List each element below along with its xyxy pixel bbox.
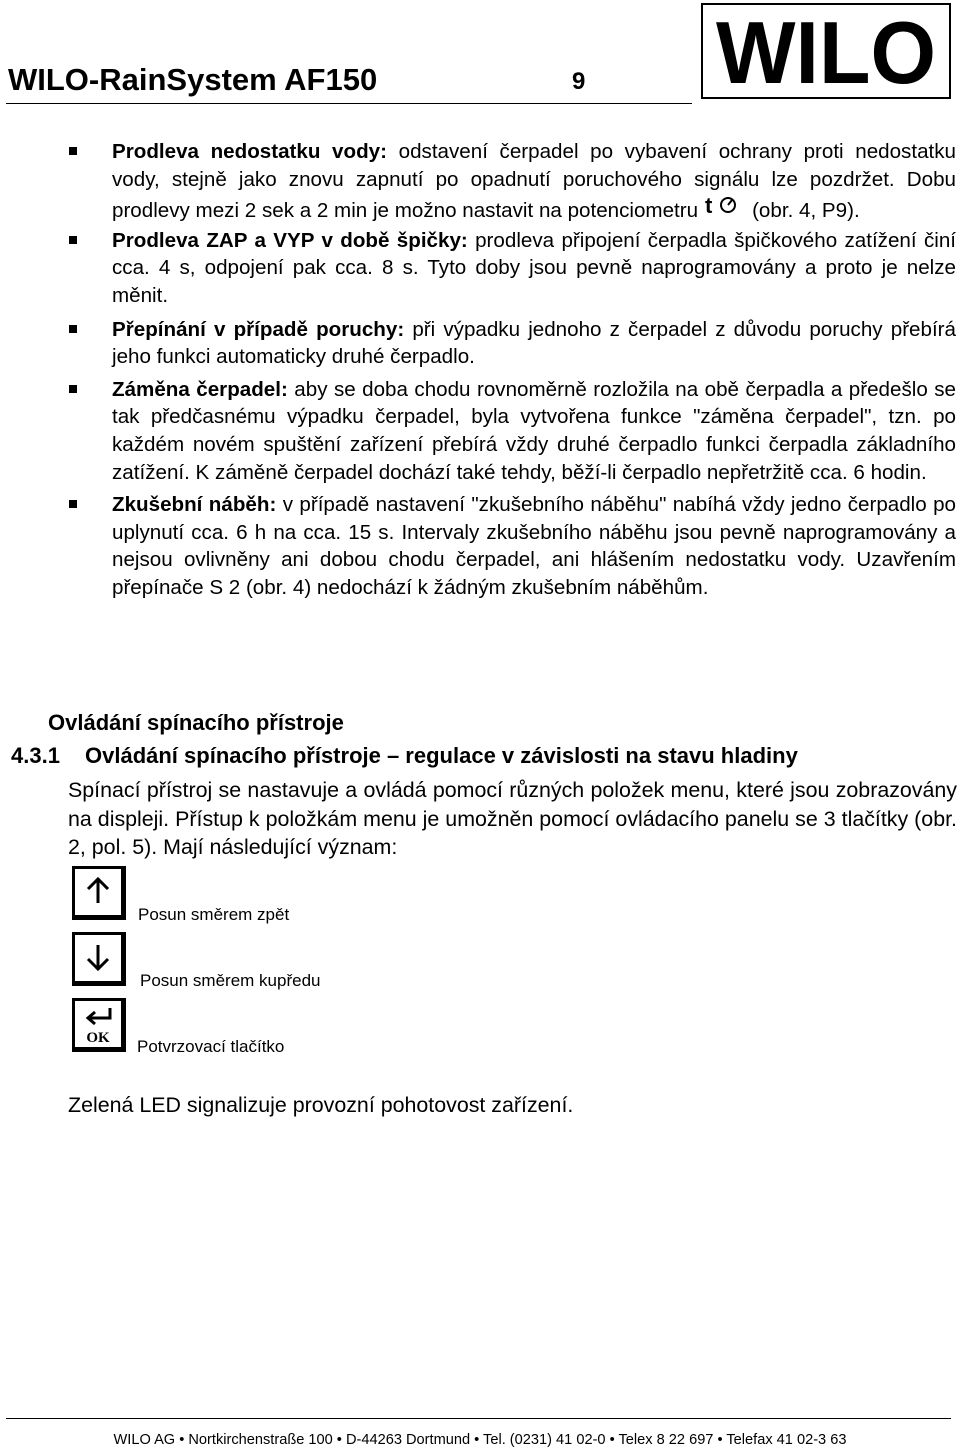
list-item	[66, 491, 956, 601]
key-label-confirm: Potvrzovací tlačítko	[137, 1037, 285, 1056]
list-item-text: v případě nastavení "zkušebního náběhu" nabíhá vždy jedno čerpadlo po uplynutí cca. 6 h na cca. 15 s. Intervaly zkušebního náběhu jsou pevně naprogramovány a nejsou ovlivněny ani dobou chodu čerpadel, ani hlášením nedostatku vody. Uzavřením přepínače S 2 (obr. 4) nedochází k žádným zkušebním náběhům.	[112, 493, 957, 599]
list-item	[66, 376, 956, 486]
square-bullet-icon	[69, 147, 77, 155]
document-title: WILO-RainSystem AF150	[8, 62, 378, 97]
footer-contact: WILO AG • Nortkirchenstraße 100 • D-44263 Dortmund • Tel. (0231) 41 02-0 • Telex 8 22 697 • Telefax 41 02-3 63	[113, 1432, 847, 1448]
square-bullet-icon	[69, 500, 77, 508]
list-item-term: Prodleva nedostatku vody:	[112, 140, 387, 163]
section-heading: Ovládání spínacího přístroje	[48, 710, 344, 735]
list-item-term: Zkušební náběh:	[112, 493, 277, 517]
footer-divider	[6, 1418, 951, 1419]
enter-ok-icon	[72, 998, 126, 1052]
list-item-term: Záměna čerpadel:	[112, 377, 288, 401]
feature-list	[66, 138, 956, 602]
header-divider	[6, 103, 692, 104]
list-item-text: aby se doba chodu rovnoměrně rozložila na obě čerpadla a předešlo se tak předčasnému výpadku čerpadel, byla vytvořena funkce "záměna čerpadel", tzn. po každém novém spuštění zařízení přebírá vždy druhé čerpadlo funkci čerpadla základního zatížení. K záměně čerpadel dochází také tehdy, běží-li čerpadlo nepřetržitě cca. 6 hodin.	[112, 377, 956, 484]
list-item-text: při výpadku jednoho z čerpadel z důvodu poruchy přebírá jeho funkci automaticky druhé čerpadlo.	[112, 317, 956, 369]
list-item-text: prodleva připojení čerpadla špičkového zatížení činí cca. 4 s, odpojení pak cca. 8 s. Tyto doby jsou pevně naprogramovány a proto je nelze měnit.	[112, 228, 956, 307]
list-item	[66, 138, 956, 227]
svg-text:t: t	[705, 193, 713, 219]
subsection-title: Ovládání spínacího přístroje – regulace v závislosti na stavu hladiny	[85, 743, 798, 768]
key-label-back: Posun směrem zpět	[138, 905, 290, 924]
arrow-up-icon	[72, 866, 126, 920]
timer-potentiometer-icon	[704, 193, 740, 227]
logo-text: WILO	[716, 5, 936, 97]
square-bullet-icon	[69, 385, 77, 393]
arrow-down-icon	[72, 932, 126, 986]
list-item-text: (obr. 4, P9).	[752, 199, 860, 223]
wilo-logo	[701, 3, 951, 99]
list-item-text: odstavení čerpadel po vybavení ochrany proti nedostatku vody, stejně jako znovu zapnutí po opadnutí poruchového signálu lze pozdržet. Dobu prodlevy mezi 2 sek a 2 min je možno nastavit na potenciometru	[112, 140, 956, 223]
page-number: 9	[572, 68, 586, 95]
ok-text: OK	[86, 1030, 110, 1046]
intro-paragraph: Spínací přístroj se nastavuje a ovládá pomocí různých položek menu, které jsou zobrazovány na displeji. Přístup k položkám menu je umožněn pomocí ovládacího panelu se 3 tlačítky (obr. 2, pol. 5). Mají následující význam:	[68, 778, 957, 859]
list-item	[66, 316, 956, 371]
square-bullet-icon	[69, 325, 77, 333]
list-item-term: Přepínání v případě poruchy:	[112, 317, 405, 341]
square-bullet-icon	[69, 236, 77, 244]
subsection-number: 4.3.1	[11, 743, 60, 768]
key-label-forward: Posun směrem kupředu	[140, 971, 321, 990]
led-note: Zelená LED signalizuje provozní pohotovost zařízení.	[68, 1093, 574, 1117]
list-item-term: Prodleva ZAP a VYP v době špičky:	[112, 228, 468, 252]
list-item	[66, 227, 956, 310]
